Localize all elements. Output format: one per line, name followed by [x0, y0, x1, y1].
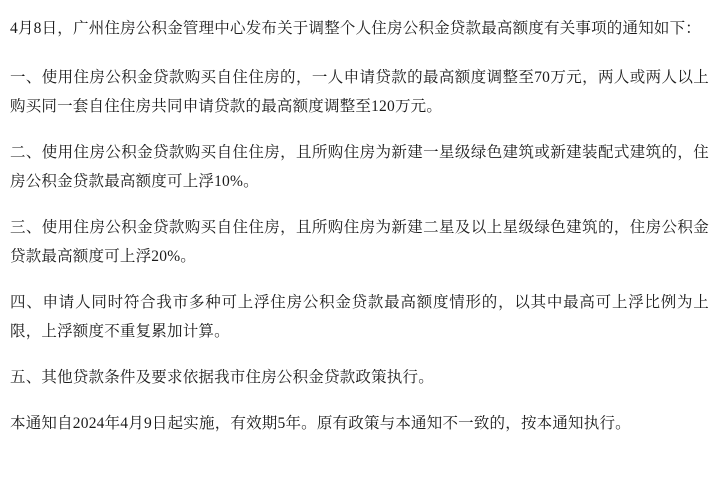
- notice-article-four: 四、申请人同时符合我市多种可上浮住房公积金贷款最高额度情形的，以其中最高可上浮比例为上限，上浮额度不重复累加计算。: [10, 294, 709, 340]
- notice-article-five: 五、其他贷款条件及要求依据我市住房公积金贷款政策执行。: [10, 369, 434, 386]
- notice-article-three: 三、使用住房公积金贷款购买自住住房，且所购住房为新建二星及以上星级绿色建筑的，住房公积金贷款最高额度可上浮20%。: [10, 219, 709, 265]
- notice-intro-paragraph: 4月8日，广州住房公积金管理中心发布关于调整个人住房公积金贷款最高额度有关事项的通知如下：: [10, 20, 702, 37]
- notice-effective-date: 本通知自2024年4月9日起实施，有效期5年。原有政策与本通知不一致的，按本通知执行。: [10, 415, 631, 432]
- notice-article-two: 二、使用住房公积金贷款购买自住住房，且所购住房为新建一星级绿色建筑或新建装配式建筑的，住房公积金贷款最高额度可上浮10%。: [10, 144, 709, 190]
- notice-article-one: 一、使用住房公积金贷款购买自住住房的，一人申请贷款的最高额度调整至70万元，两人或两人以上购买同一套自住住房共同申请贷款的最高额度调整至120万元。: [10, 69, 709, 115]
